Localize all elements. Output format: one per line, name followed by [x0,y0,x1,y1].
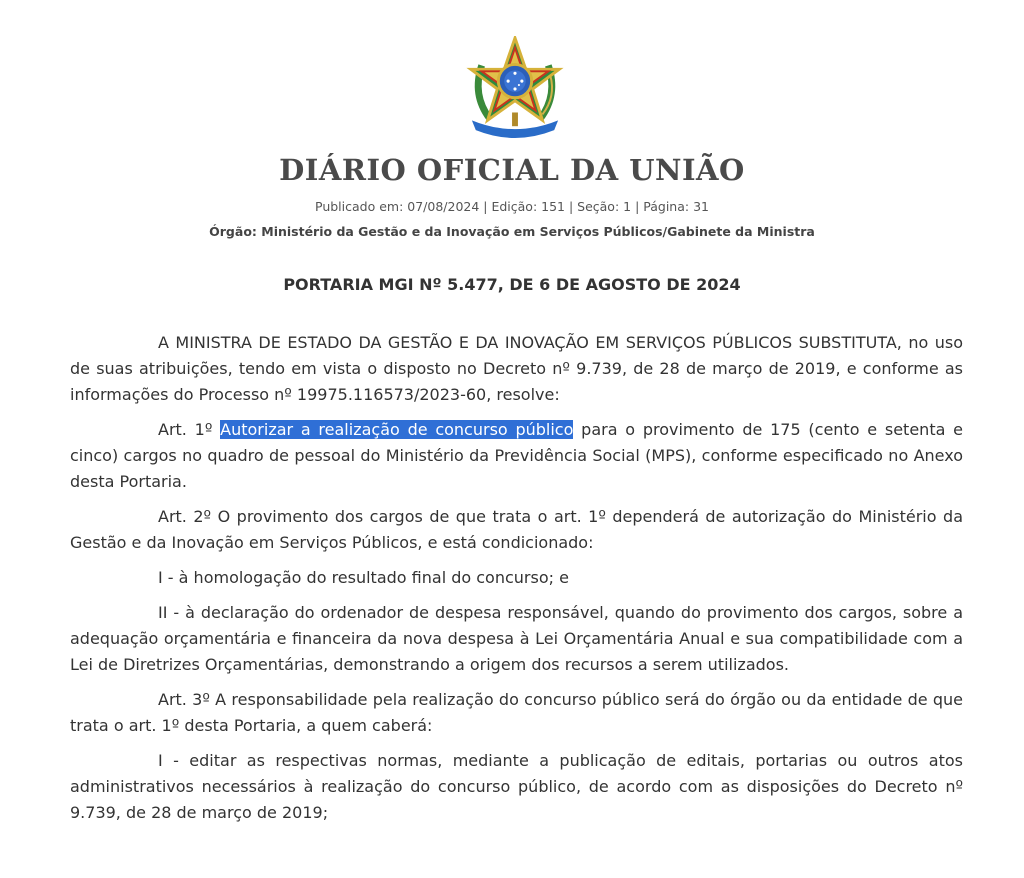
article-2-item-ii: II - à declaração do ordenador de despesa responsável, quando do provimento dos cargos, sobre a adequação orçamentária e financeira da nova despesa à Lei Orçamentária Anual e sua compatibilidade com a Lei de Diretrizes Orçamentárias, demonstrando a origem dos recursos a serem utilizados. [70,603,963,674]
masthead-title: DIÁRIO OFICIAL DA UNIÃO [279,153,745,187]
publication-info: Publicado em: 07/08/2024 | Edição: 151 | Seção: 1 | Página: 31 [315,199,709,214]
article-3-paragraph: Art. 3º A responsabilidade pela realização do concurso público será do órgão ou da entidade de que trata o art. 1º desta Portaria, a quem caberá: [70,690,963,735]
article-2-item-i: I - à homologação do resultado final do concurso; e [158,568,569,587]
article-1-text: para o provimento de 175 (cento e setenta e cinco) cargos no quadro de pessoal do Ministério da Previdência Social (MPS), conforme especificado no Anexo desta Portaria. [70,420,964,491]
preamble-paragraph: A MINISTRA DE ESTADO DA GESTÃO E DA INOVAÇÃO EM SERVIÇOS PÚBLICOS SUBSTITUTA, no uso de suas atribuições, tendo em vista o disposto no Decreto nº 9.739, de 28 de março de 2019, e conforme as informações do Processo nº 19975.116573/2023-60, resolve: [70,333,963,404]
article-3-item-i: I - editar as respectivas normas, mediante a publicação de editais, portarias ou outros atos administrativos necessários à realização do concurso público, de acordo com as disposições do Decreto nº 9.739, de 28 de março de 2019; [70,751,963,822]
document-title: PORTARIA MGI Nº 5.477, DE 6 DE AGOSTO DE 2024 [283,275,741,294]
article-1-prefix: Art. 1º [158,420,221,439]
coat-of-arms-icon [466,36,564,138]
issuing-body: Órgão: Ministério da Gestão e da Inovação em Serviços Públicos/Gabinete da Ministra [209,224,815,239]
article-1-paragraph [70,417,963,495]
article-2-paragraph: Art. 2º O provimento dos cargos de que trata o art. 1º dependerá de autorização do Ministério da Gestão e da Inovação em Serviços Públicos, e está condicionado: [70,507,963,552]
selected-text-highlight[interactable]: Autorizar a realização de concurso público [220,420,574,439]
document-body [70,330,963,835]
